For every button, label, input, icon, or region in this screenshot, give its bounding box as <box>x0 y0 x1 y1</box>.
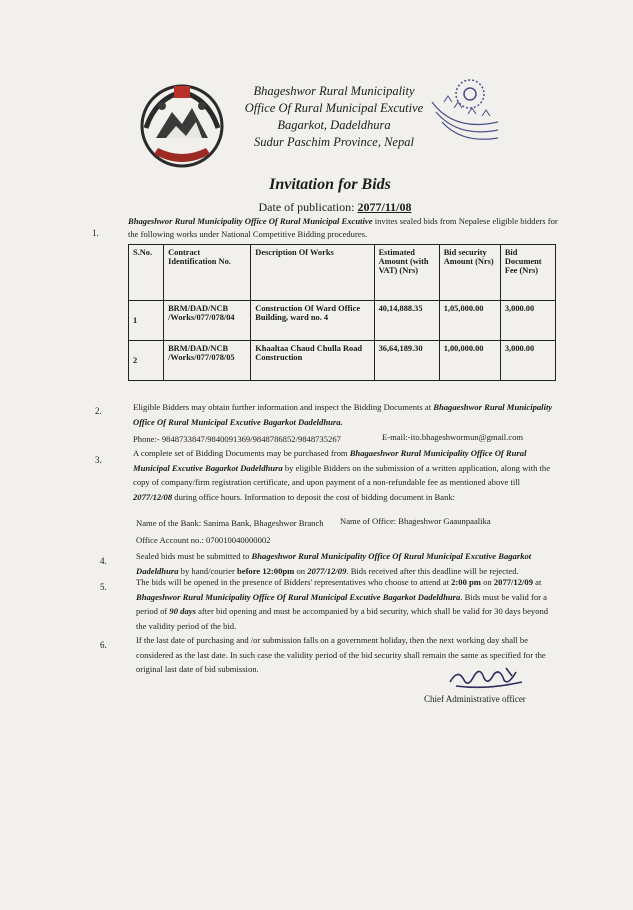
office-name: Name of Office: Bhageshwor Gaaunpaalika <box>340 516 491 526</box>
para-1: Bhageshwor Rural Municipality Office Of Rural Municipal Excutive invites sealed bids from Nepalese eligible bidders for the following works under National Competitive Bidding procedures. <box>128 216 558 239</box>
works-table <box>128 244 556 381</box>
publication-date: Date of publication: 2077/11/08 <box>258 200 412 214</box>
para-6: If the last date of purchasing and /or submission falls on a government holiday, then the next working day shall be considered as the last date. In such case the validity period of the bid security shall remain the same as specified for the original last date of bid submission. <box>136 635 546 674</box>
para-4: Sealed bids must be submitted to Bhageshwor Rural Municipality Office Of Rural Municipal Excutive Bagarkot Dadeldhura by hand/courier before 12:00pm on 2077/12/09. Bids received after this deadline will be rejected. <box>136 551 532 576</box>
col-contract-id: Contract Identification No. <box>164 245 251 301</box>
signatory-title: Chief Administrative officer <box>424 694 526 704</box>
header-line-1: Bhageshwor Rural Municipality <box>253 84 415 98</box>
col-sno: S.No. <box>129 245 164 301</box>
col-document-fee: Bid Document Fee (Nrs) <box>500 245 555 301</box>
para-6-number: 6. <box>100 640 107 650</box>
para-2-number: 2. <box>95 406 102 416</box>
nepal-emblem-icon <box>136 78 228 170</box>
para-4-number: 4. <box>100 556 107 566</box>
header-line-4: Sudur Paschim Province, Nepal <box>254 135 414 149</box>
para-5-number: 5. <box>100 582 107 592</box>
account-number: Office Account no.: 070010040000002 <box>136 535 271 545</box>
para-1-number: 1. <box>92 228 99 238</box>
para-3: A complete set of Bidding Documents may be purchased from Bhagaeshwor Rural Municipality Office Of Rural Municipal Excutive Bagarkot Dadeldhura by eligible Bidders on the submission of a written application, along with the copy of company/firm registration certificate, and upon payment of a non-refundable fee as mentioned above till 2077/12/08 during office hours. Information to deposit the cost of bidding document in Bank: <box>133 448 551 502</box>
para-2: Eligible Bidders may obtain further information and inspect the Bidding Documents at Bhagaeshwor Rural Municipality Office Of Rural Municipal Excutive Bagarkot Dadeldhura. <box>133 402 553 427</box>
header-line-2: Office Of Rural Municipal Excutive <box>244 101 424 115</box>
office-seal-stamp <box>424 72 504 152</box>
email-address: E-mail:-ito.bhageshwormun@gmail.com <box>382 432 524 442</box>
handwritten-signature <box>446 664 526 692</box>
col-bid-security: Bid security Amount (Nrs) <box>439 245 500 301</box>
para-5: The bids will be opened in the presence of Bidders' representatives who choose to attend at 2:00 pm on 2077/12/09 at Bhageshwor Rural Municipality Office Of Rural Municipal Excutive Bagarkot Dadeldhura. Bids must be valid for a period of 90 days after bid opening and must be accompanied by a bid security, which shall be valid for 30 days beyond the validity period of the bid. <box>136 577 549 631</box>
document-title: Invitation for Bids <box>269 176 391 193</box>
header-line-3: Bagarkot, Dadeldhura <box>277 118 391 132</box>
table-row: 1 BRM/DAD/NCB /Works/077/078/04 Construction Of Ward Office Building, ward no. 4 40,14,888.35 1,05,000.00 3,000.00 <box>129 301 556 341</box>
col-estimated-amount: Estimated Amount (with VAT) (Nrs) <box>374 245 439 301</box>
col-description: Description Of Works <box>251 245 374 301</box>
para-3-number: 3. <box>95 455 102 465</box>
bank-name: Name of the Bank: Sanima Bank, Bhageshwor Branch <box>136 518 324 528</box>
phone-numbers: Phone:- 9848733847/9840091369/9848786852/9848735267 <box>133 434 341 444</box>
table-row: 2 BRM/DAD/NCB /Works/077/078/05 Khaaltaa Chaud Chulla Road Construction 36,64,189.30 1,00,000.00 3,000.00 <box>129 341 556 381</box>
